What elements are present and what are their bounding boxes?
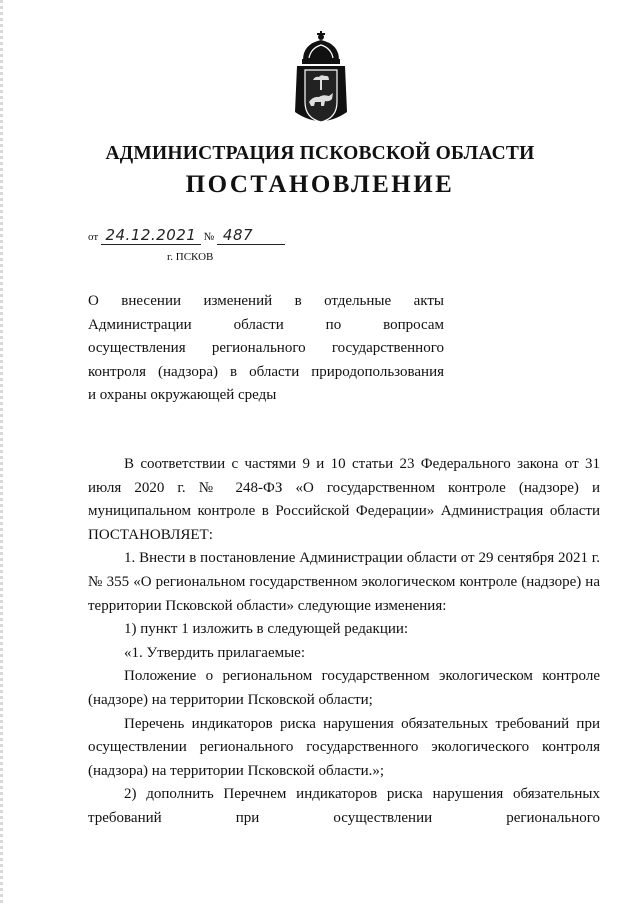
organization-title: АДМИНИСТРАЦИЯ ПСКОВСКОЙ ОБЛАСТИ bbox=[105, 143, 535, 164]
handwritten-date: 24.12.2021 bbox=[101, 226, 201, 245]
subject-line: осуществления регионального государственного bbox=[88, 340, 444, 357]
subject-line: О внесении изменений в отдельные акты bbox=[88, 293, 444, 309]
subject-line: контроля (надзора) в области природопользования bbox=[88, 363, 444, 380]
item-1-1-paragraph: 1) пункт 1 изложить в следующей редакции: bbox=[124, 621, 409, 638]
number-label: № bbox=[203, 231, 215, 243]
scan-edge bbox=[0, 0, 3, 905]
quote-intro-paragraph: «1. Утвердить прилагаемые: bbox=[124, 644, 305, 661]
preamble-paragraph: В соответствии с частями 9 и 10 статьи 23 Федерального закона от 31 июля 2020 г. № 248-ФЗ «О государственном контроле (надзоре) и муниципальном контроле в Российской Федерации» Администрация области ПОСТАНОВЛЯЕТ: bbox=[88, 456, 600, 543]
quote-risk-list-paragraph: Перечень индикаторов риска нарушения обязательных требований при осуществлении регионального государственного экологического контроля (надзора) на территории Псковской области.»; bbox=[88, 715, 600, 779]
quote-regulation-paragraph: Положение о региональном государственном экологическом контроле (надзоре) на территории Псковской области; bbox=[88, 668, 600, 708]
subject-line: Администрации области по вопросам bbox=[88, 316, 444, 333]
item-1-paragraph: 1. Внести в постановление Администрации области от 29 сентября 2021 г. № 355 «О региональном государственном экологическом контроле (надзоре) на территории Псковской области» следующие изменения: bbox=[88, 550, 600, 614]
document-subject bbox=[88, 290, 444, 408]
city-label: г. ПСКОВ bbox=[167, 251, 214, 263]
handwritten-number: 487 bbox=[217, 226, 285, 245]
subject-line: и охраны окружающей среды bbox=[88, 387, 277, 404]
document-type-title: ПОСТАНОВЛЕНИЕ bbox=[185, 171, 455, 198]
date-label: от bbox=[88, 231, 99, 243]
document-body bbox=[88, 453, 600, 831]
registration-line bbox=[88, 226, 285, 244]
coat-of-arms-icon bbox=[289, 30, 353, 130]
item-1-2-paragraph: 2) дополнить Перечнем индикаторов риска нарушения обязательных требований при осуществлении регионального bbox=[88, 786, 600, 826]
